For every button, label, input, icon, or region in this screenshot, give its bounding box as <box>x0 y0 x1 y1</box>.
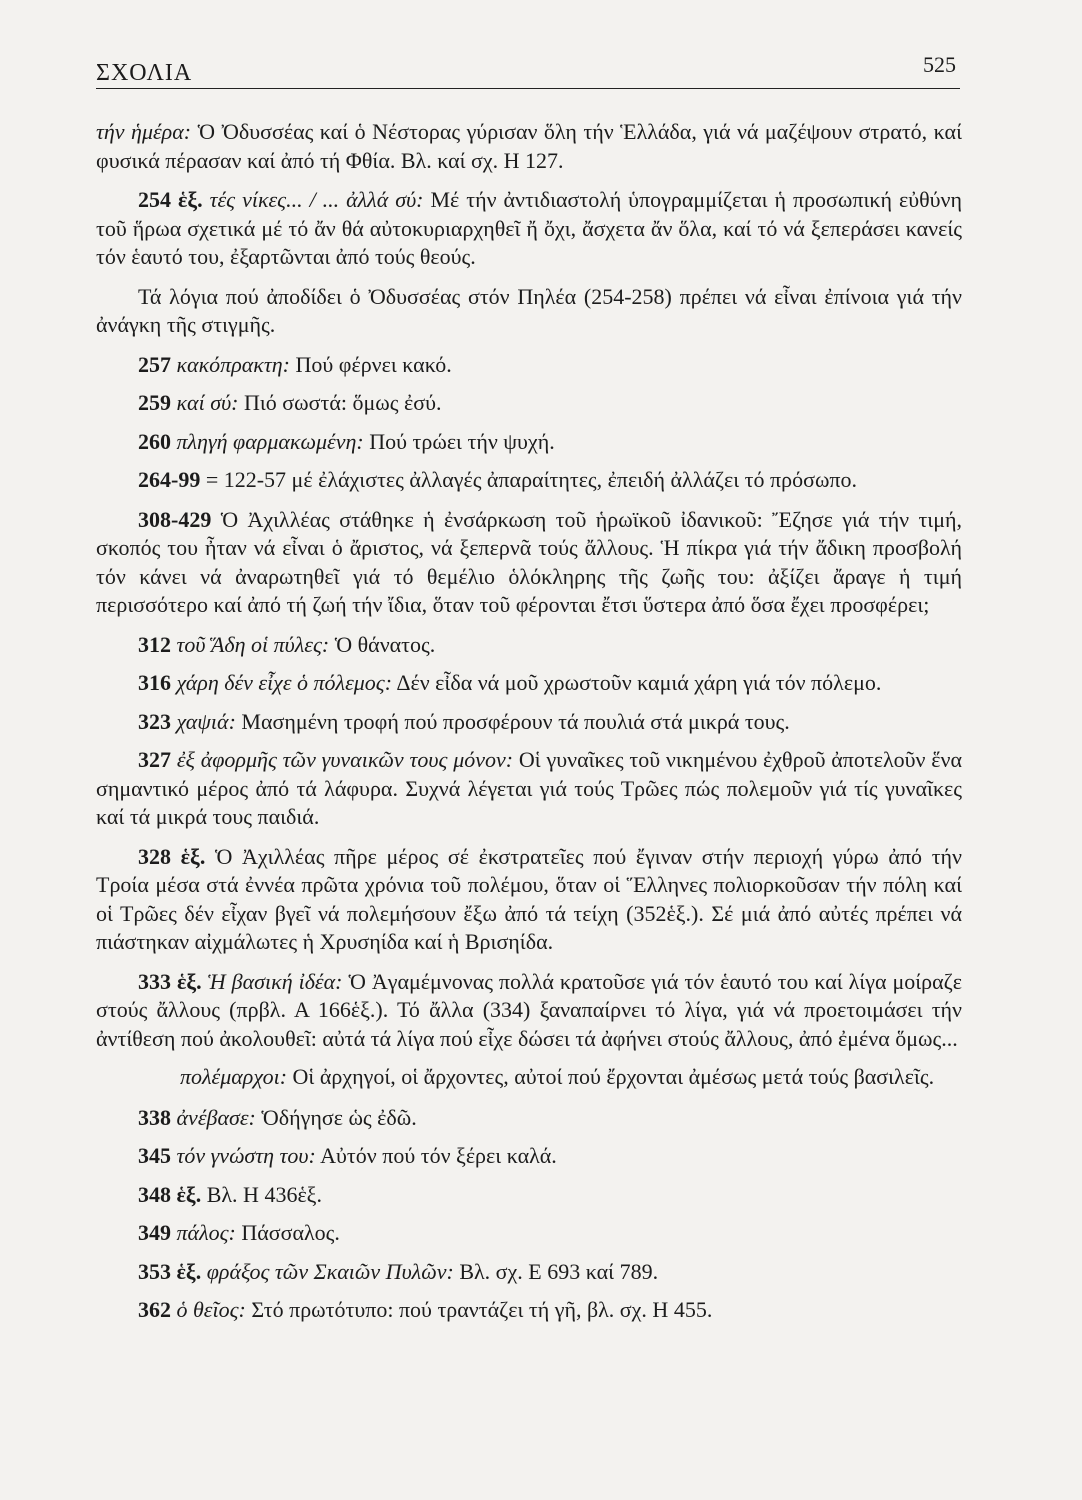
note-entry <box>96 428 962 457</box>
page-number: 525 <box>923 52 956 77</box>
note-lemma: πληγή φαρμακωμένη: <box>176 428 364 454</box>
note-entry <box>96 283 962 340</box>
note-lemma: χάρη δέν εἶχε ὁ πόλεμος: <box>176 670 393 695</box>
note-number: 312 <box>138 631 171 657</box>
note-lemma: ὁ θεῖος: <box>176 1297 246 1322</box>
note-number: 345 <box>138 1143 171 1168</box>
note-entry <box>96 1142 962 1171</box>
note-text: Ὁ Ἀγαμέμνονας πολλά κρατοῦσε γιά τόν ἑαυτό του καί λίγα μοίραζε στούς ἄλλους (πρβλ. Α 166ἑξ.). Τό ἄλλα (334) ξαναπαίρνει τό λίγα, γιά νά προετοιμάσει τήν ἀντίθεση πού ἀκολουθεῖ: αὐτά τά λίγα πού εἶχε δώσει τά ἀφήνει στούς ἄλλους, ἀπό ἐμένα ὅμως... <box>96 968 963 1051</box>
note-text: Οἱ ἀρχηγοί, οἱ ἄρχοντες, αὐτοί πού ἔρχονται ἀμέσως μετά τούς βασιλεῖς. <box>292 1064 935 1089</box>
note-entry <box>96 1258 962 1287</box>
note-number: 257 <box>138 351 171 377</box>
note-text: Ὁ Ὀδυσσέας καί ὁ Νέστορας γύρισαν ὅλη τήν Ἑλλάδα, γιά νά μαζέψουν στρατό, καί φυσικά πέρασαν καί ἀπό τή Φθία. Βλ. καί σχ. Η 127. <box>96 119 962 173</box>
note-entry <box>96 1219 962 1248</box>
note-text: Πού φέρνει κακό. <box>295 351 452 377</box>
note-lemma: κακόπρακτη: <box>176 351 290 377</box>
note-number: 338 <box>138 1104 171 1130</box>
note-text: Μασημένη τροφή πού προσφέρουν τά πουλιά στά μικρά τους. <box>241 708 790 734</box>
note-entry <box>96 631 962 660</box>
note-lemma: τές νίκες... / ... ἀλλά σύ: <box>209 187 424 212</box>
bleed-through-text <box>96 30 102 53</box>
note-number: 328 ἑξ. <box>138 843 206 869</box>
note-entry <box>96 669 962 698</box>
note-lemma: πολέμαρχοι: <box>180 1064 288 1089</box>
note-lemma: πάλος: <box>176 1220 236 1245</box>
note-entry <box>96 1104 962 1133</box>
note-number: 316 <box>138 670 171 695</box>
note-entry <box>96 118 962 175</box>
note-number: 323 <box>138 708 171 734</box>
note-entry <box>96 1063 962 1092</box>
note-lemma: φράξος τῶν Σκαιῶν Πυλῶν: <box>206 1258 454 1284</box>
note-number: 362 <box>138 1297 171 1322</box>
note-entry <box>96 1181 962 1210</box>
note-text: Πού τρώει τήν ψυχή. <box>369 428 555 454</box>
note-number: 264-99 <box>138 467 201 492</box>
note-text: Οἱ γυναῖκες τοῦ νικημένου ἐχθροῦ ἀποτελοῦν ἕνα σημαντικό μέρος ἀπό τά λάφυρα. Συχνά λέγεται γιά τούς Τρῶες πώς πολεμοῦν γιά τίς γυναῖκες καί τά μικρά τους παιδιά. <box>96 747 963 829</box>
note-entry <box>96 506 962 620</box>
note-text: Μέ τήν ἀντιδιαστολή ὑπογραμμίζεται ἡ προσωπική εὐθύνη τοῦ ἥρωα σχετικά μέ τό ἄν θά αὐτοκυριαρχηθεῖ ἤ ὄχι, ἄσχετα ἄν ὅλα, καί τό νά ξεπεράσει κανείς τόν ἑαυτό του, ἐξαρτῶνται ἀπό τούς θεούς. <box>96 187 962 269</box>
note-number: 349 <box>138 1220 171 1245</box>
note-lemma: Ἡ βασική ἰδέα: <box>207 968 343 994</box>
note-number: 327 <box>138 747 171 772</box>
note-number: 353 ἑξ. <box>138 1258 202 1284</box>
note-number: 333 ἑξ. <box>138 968 202 994</box>
note-lemma: τόν γνώστη του: <box>176 1143 316 1168</box>
note-text: Ὁ Ἀχιλλέας πῆρε μέρος σέ ἐκστρατεῖες πού ἔγιναν στήν περιοχή γύρω ἀπό τήν Τροία μέσα στά ἐννέα πρῶτα χρόνια τοῦ πολέμου, ὅταν οἱ Ἕλληνες πολιορκοῦσαν τήν πόλη καί οἱ Τρῶες δέν εἶχαν βγεῖ νά πολεμήσουν ἔξω ἀπό τά τείχη (352ἑξ.). Σέ μιά ἀπό αὐτές πρέπει νά πιάστηκαν αἰχμάλωτες ἡ Χρυσηίδα καί ἡ Βρισηίδα. <box>96 843 962 954</box>
note-text: Ὁδήγησε ὡς ἐδῶ. <box>261 1104 417 1130</box>
note-number: 260 <box>138 428 171 454</box>
note-text: Τά λόγια πού ἀποδίδει ὁ Ὀδυσσέας στόν Πηλέα (254-258) πρέπει νά εἶναι ἐπίνοια γιά τήν ἀνάγκη τῆς στιγμῆς. <box>96 283 962 337</box>
note-lemma: ἀνέβασε: <box>176 1104 256 1130</box>
note-text: Δέν εἶδα νά μοῦ χρωστοῦν καμιά χάρη γιά τόν πόλεμο. <box>396 670 882 695</box>
note-lemma: καί σύ: <box>176 390 239 415</box>
note-entry <box>96 843 962 957</box>
note-text: = 122-57 μέ ἐλάχιστες ἀλλαγές ἀπαραίτητες, ἐπειδή ἀλλάζει τό πρόσωπο. <box>205 467 858 492</box>
note-entry <box>96 1296 962 1325</box>
commentary-body <box>96 118 962 1335</box>
note-entry <box>96 708 962 737</box>
note-lemma: τοῦ Ἅδη οἱ πύλες: <box>176 631 330 657</box>
note-text: Στό πρωτότυπο: πού τραντάζει τή γῆ, βλ. σχ. Η 455. <box>251 1297 713 1322</box>
note-lemma: τήν ἡμέρα: <box>96 119 192 144</box>
note-text: Ὁ Ἀχιλλέας στάθηκε ἡ ἐνσάρκωση τοῦ ἡρωϊκοῦ ἰδανικοῦ: Ἔζησε γιά τήν τιμή, σκοπός του ἦταν νά εἶναι ὁ ἄριστος, νά ξεπερνᾶ τούς ἄλλους. Ἡ πίκρα γιά τήν ἄδικη προσβολή τόν κάνει νά ἀναρωτηθεῖ γιά τό θεμέλιο ὁλόκληρης τῆς ζωῆς του: ἀξίζει ἄραγε ἡ τιμή περισσότερο καί ἀπό τή ζωή τήν ἴδια, ὅταν τοῦ φέρονται ἔτσι ὕστερα ἀπό ὅσα ἔχει προσφέρει; <box>96 506 963 617</box>
note-text: Βλ. σχ. Ε 693 καί 789. <box>459 1258 659 1284</box>
note-number: 254 ἑξ. <box>138 187 203 212</box>
note-entry <box>96 351 962 380</box>
note-lemma: χαψιά: <box>176 708 236 734</box>
header-title: ΣΧΟΛΙΑ <box>96 60 193 86</box>
note-number: 259 <box>138 390 171 415</box>
note-text: Πιό σωστά: ὅμως ἐσύ. <box>244 390 442 415</box>
note-entry <box>96 746 962 832</box>
note-entry <box>96 466 962 495</box>
note-text: Ὁ θάνατος. <box>334 631 436 657</box>
note-text: Βλ. Η 436ἑξ. <box>206 1181 322 1207</box>
running-header <box>96 52 960 89</box>
note-text: Αὐτόν πού τόν ξέρει καλά. <box>320 1143 557 1168</box>
note-number: 308-429 <box>138 506 212 532</box>
note-entry <box>96 186 962 272</box>
note-number: 348 ἑξ. <box>138 1181 202 1207</box>
note-lemma: ἐξ ἀφορμῆς τῶν γυναικῶν τους μόνον: <box>176 747 514 772</box>
note-entry <box>96 968 962 1054</box>
note-text: Πάσσαλος. <box>241 1220 340 1245</box>
note-entry <box>96 389 962 418</box>
